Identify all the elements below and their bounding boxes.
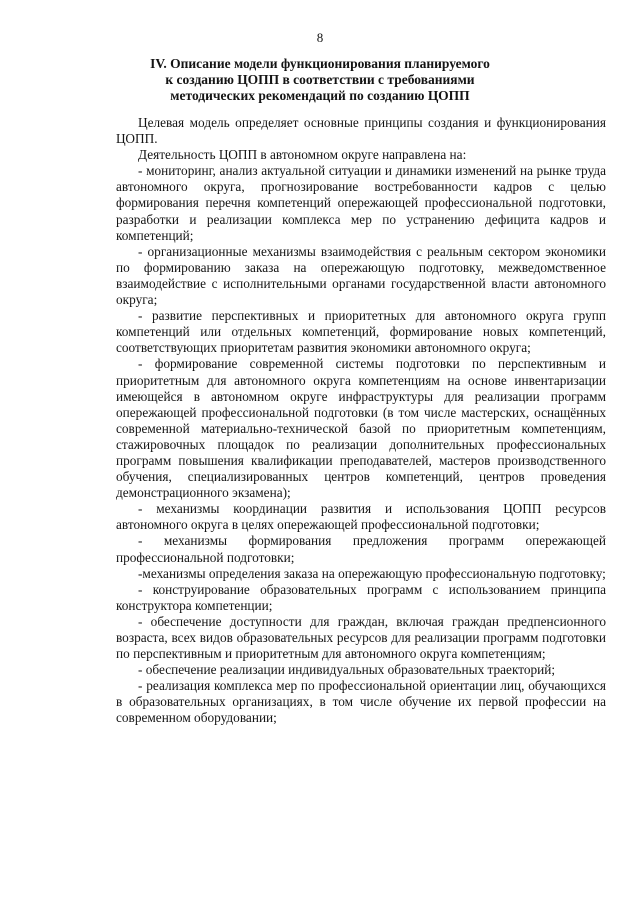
list-item-training-system: - формирование современной системы подготовки по перспективным и приоритетным для автономного округа компетенциям на основе инвентаризации имеющейся в автономном округе инфраструктуры для реализации программ опережающей профессиональной подготовки (в том числе мастерских, оснащённых современной материально-технической базой по приоритетным компетенциям, стажировочных площадок по реализации дополнительных профессиональных программ повышения квалификации преподавателей, мастеров производственного обучения, специализированных центров компетенций, центров проведения демонстрационного экзамена); <box>116 356 606 501</box>
list-item-order-definition: -механизмы определения заказа на опережающую профессиональную подготовку; <box>138 565 606 581</box>
list-item-monitoring: - мониторинг, анализ актуальной ситуации и динамики изменений на рынке труда автономного округа, прогнозирование востребованности кадров с целью формирования перечня компетенций опережающей профессиональной подготовки, разработки и реализации комплекса мер по устранению дефицита кадров и компетенций; <box>116 163 606 243</box>
document-body <box>116 115 606 727</box>
paragraph-intro: Целевая модель определяет основные принципы создания и функционирования ЦОПП. <box>116 115 606 147</box>
list-item-organizational-mechanisms: - организационные механизмы взаимодействия с реальным сектором экономики по формированию заказа на опережающую подготовку, межведомственное взаимодействие с исполнительными органами государственной власти автономного округа; <box>116 243 606 308</box>
list-item-competency-development: - развитие перспективных и приоритетных для автономного округа групп компетенций или отдельных компетенций, формирование новых компетенций, соответствующих приоритетам развития экономики автономного округа; <box>116 308 606 356</box>
paragraph-lead: Деятельность ЦОПП в автономном округе направлена на: <box>138 147 467 163</box>
heading-line-2: к созданию ЦОПП в соответствии с требованиями <box>165 72 475 87</box>
list-item-career-guidance: - реализация комплекса мер по профессиональной ориентации лиц, обучающихся в образовательных организациях, в том числе обучение их первой профессии на современном оборудовании; <box>116 678 606 726</box>
section-heading <box>110 56 530 104</box>
list-item-individual-paths: - обеспечение реализации индивидуальных образовательных траекторий; <box>138 662 556 678</box>
list-item-coordination: - механизмы координации развития и использования ЦОПП ресурсов автономного округа в целях опережающей профессиональной подготовки; <box>116 501 606 533</box>
list-item-program-offer: - механизмы формирования предложения программ опережающей профессиональной подготовки; <box>116 533 606 565</box>
list-item-program-design: - конструирование образовательных программ с использованием принципа конструктора компетенции; <box>116 581 606 613</box>
heading-line-3: методических рекомендаций по созданию ЦОПП <box>170 88 470 103</box>
list-item-accessibility: - обеспечение доступности для граждан, включая граждан предпенсионного возраста, всех видов образовательных ресурсов для реализации программ подготовки по перспективным и приоритетным для автономного округа компетенциям; <box>116 613 606 662</box>
page-number: 8 <box>316 30 324 45</box>
heading-line-1: IV. Описание модели функционирования планируемого <box>150 56 490 71</box>
